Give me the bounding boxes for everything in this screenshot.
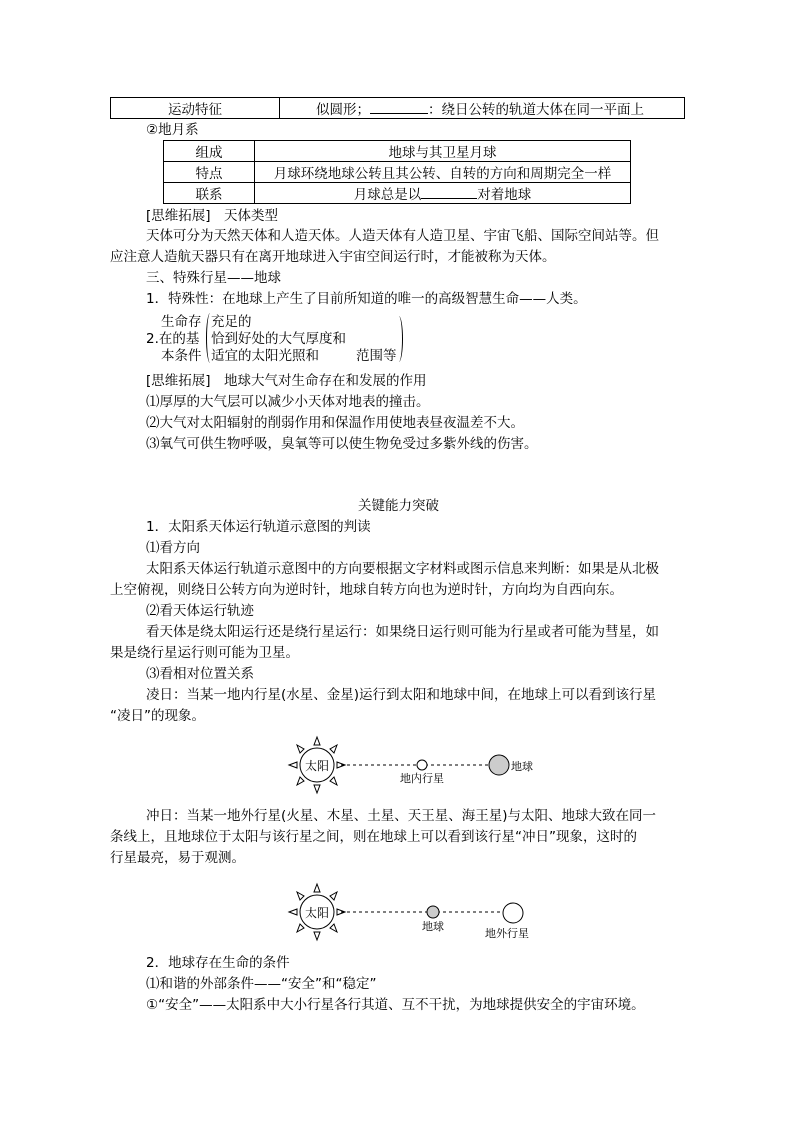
think1-line1: 天体可分为天然天体和人造天体。人造天体有人造卫星、宇宙飞船、国际空间站等。但 [146,228,659,244]
inner-planet-label: 地内行星 [400,772,444,785]
earth-label: 地球 [511,760,533,773]
key-p2-title: ⑵看天体运行轨迹 [146,603,254,619]
fill-blank[interactable] [370,100,428,115]
row-value: 月球环绕地球公转且其公转、自转的方向和周期完全一样 [255,162,631,183]
earth-label: 地球 [422,920,444,933]
key-p1-title: ⑴看方向 [146,540,200,556]
condition-3b: 范围等 [356,348,397,364]
key-p2-line1: 看天体是绕太阳运行还是绕行星运行：如果绕日运行则可能为行星或者可能为彗星，如 [146,624,659,640]
chong-line3: 行星最亮，易于观测。 [110,850,245,866]
key-sub2: 2．地球存在生命的条件 [146,955,290,971]
key-heading: 关键能力突破 [358,498,439,514]
key-p1-line2: 上空俯视，则绕日公转方向为逆时针，地球自转方向也为逆时针，方向均为自西向东。 [110,582,623,598]
row-before-blank: 月球总是以 [353,187,422,203]
motion-label: 运动特征 [111,98,280,119]
key-q1: ⑴和谐的外部条件——“安全”和“稳定” [146,976,377,992]
earth-moon-heading: ②地月系 [146,122,199,138]
chong-line1: 冲日：当某一地外行星(火星、木星、土星、天王星、海王星)与太阳、地球大致在同一 [146,808,657,824]
sun-label: 太阳 [304,759,330,773]
fill-blank[interactable] [421,185,477,200]
ling-line1: 凌日：当某一地内行星(水星、金星)运行到太阳和地球中间，在地球上可以看到该行星 [146,687,657,703]
chong-line2: 条线上，且地球位于太阳与该行星之间，则在地球上可以看到该行星“冲日”现象，这时的 [110,829,637,845]
table-row [164,183,631,204]
section3-heading: 三、特殊行星——地球 [146,270,281,286]
row-value [255,183,631,204]
think2-item-1: ⑴厚厚的大气层可以减少小天体对地表的撞击。 [146,394,430,410]
condition-3a: 适宜的太阳光照和 [211,348,319,364]
row-label: 联系 [164,183,255,204]
opposition-diagram [285,882,545,944]
conditions-label-line2: 2.在的基 [146,331,200,347]
condition-2: 恰到好处的大气厚度和 [211,331,346,347]
row-label: 特点 [164,162,255,183]
sun-label: 太阳 [304,906,330,920]
row-after-blank: 对着地球 [477,187,532,203]
earth-icon [427,906,439,918]
row-value: 地球与其卫星月球 [255,141,631,162]
outer-planet-label: 地外行星 [485,927,529,940]
outer-planet-icon [503,903,523,923]
motion-value [280,98,685,119]
key-p3-title: ⑶看相对位置关系 [146,666,254,682]
key-p1-line1: 太阳系天体运行轨道示意图中的方向要根据文字材料或图示信息来判断：如果是从北极 [146,561,659,577]
key-sub1: 1．太阳系天体运行轨道示意图的判读 [146,519,371,535]
think2-title: [思维拓展] 地球大气对生命存在和发展的作用 [146,373,427,389]
key-q1a: ①“安全”——太阳系中大小行星各行其道、互不干扰，为地球提供安全的宇宙环境。 [146,997,645,1013]
section3-item1: 1．特殊性：在地球上产生了目前所知道的唯一的高级智慧生命——人类。 [146,291,587,307]
conditions-label-line1: 生命存 [161,314,202,330]
table-row [164,162,631,183]
earth-moon-table [163,140,631,204]
think1-line2: 应注意人造航天器只有在离开地球进入宇宙空间运行时，才能被称为天体。 [110,249,556,265]
transit-diagram [285,735,545,795]
motion-after-blank: ：绕日公转的轨道大体在同一平面上 [428,102,644,118]
condition-1: 充足的 [211,314,252,330]
conditions-label-line3: 本条件 [161,348,202,364]
think2-item-3: ⑶氧气可供生物呼吸，臭氧等可以使生物免受过多紫外线的伤害。 [146,436,538,452]
think2-item-2: ⑵大气对太阳辐射的削弱作用和保温作用使地表昼夜温差不大。 [146,415,524,431]
motion-before-blank: 似圆形； [316,102,370,118]
key-p2-line2: 果是绕行星运行则可能为卫星。 [110,645,299,661]
sun-icon [289,737,345,793]
right-brace [396,316,403,362]
row-label: 组成 [164,141,255,162]
ling-line2: “凌日”的现象。 [110,708,205,724]
inner-planet-icon [417,760,427,770]
think1-title: [思维拓展] 天体类型 [146,208,279,224]
motion-table [110,97,685,119]
table-row [164,141,631,162]
earth-icon [489,755,509,775]
sun-icon [289,884,345,940]
